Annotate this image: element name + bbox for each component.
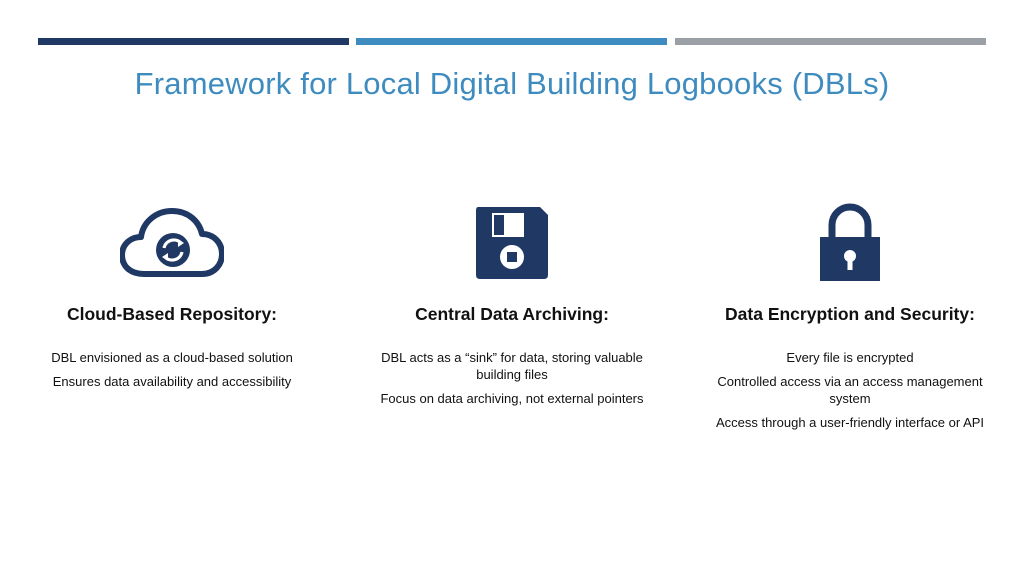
bullet-list (362, 349, 662, 407)
column-encryption-security (700, 200, 1000, 438)
bullet-item: Controlled access via an access management system (717, 374, 983, 406)
padlock-icon (700, 200, 1000, 286)
cloud-sync-icon (22, 200, 322, 286)
floppy-disk-icon (362, 200, 662, 286)
bullet-item: Ensures data availability and accessibility (52, 374, 292, 389)
bullet-item: DBL acts as a “sink” for data, storing valuable building files (381, 350, 643, 382)
top-accent-bar-dark (38, 38, 349, 45)
slide-title: Framework for Local Digital Building Logbooks (DBLs) (134, 66, 890, 101)
bullet-list (700, 349, 1000, 431)
bullet-item: Focus on data archiving, not external pointers (380, 391, 644, 406)
column-heading: Data Encryption and Security: (725, 304, 975, 324)
column-heading: Cloud-Based Repository: (66, 304, 278, 324)
column-heading: Central Data Archiving: (415, 304, 609, 324)
column-cloud-repository (22, 200, 322, 397)
bullet-item: Every file is encrypted (786, 350, 914, 365)
bullet-item: Access through a user-friendly interface or API (715, 415, 985, 430)
column-central-archiving (362, 200, 662, 414)
bullet-list (22, 349, 322, 390)
top-accent-bar-gray (675, 38, 986, 45)
top-accent-bar-blue (356, 38, 667, 45)
bullet-item: DBL envisioned as a cloud-based solution (51, 350, 293, 365)
